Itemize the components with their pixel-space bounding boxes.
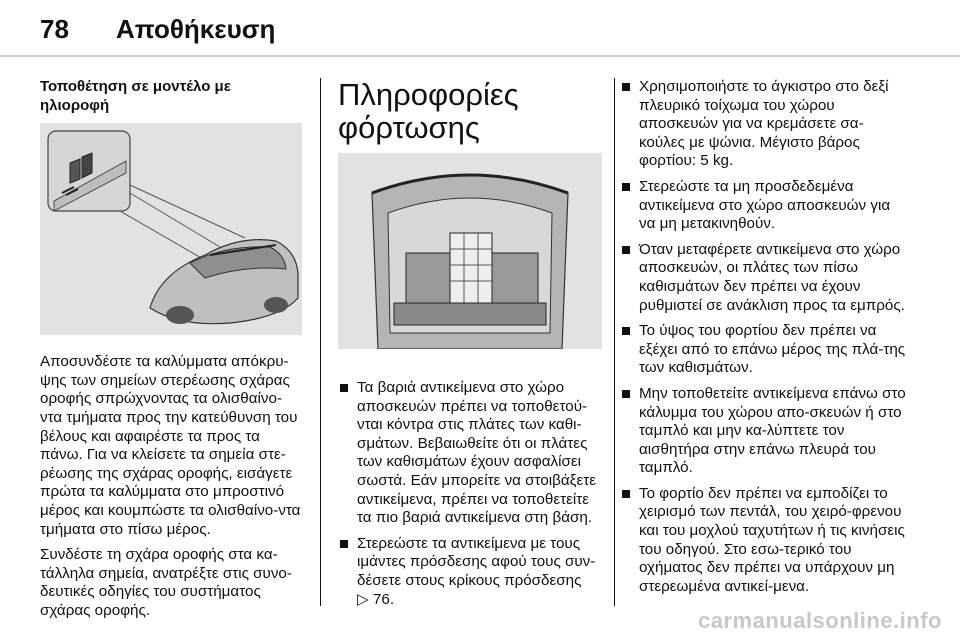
list-item: Μην τοποθετείτε αντικείμενα επάνω στο κάλυμμα του χώρου απο-σκευών ή στο ταμπλό και μην κα-λύπτετε τον αισθητήρα στην επάνω πλευρά του ταμπλό. bbox=[620, 385, 908, 478]
page-number: 78 bbox=[40, 14, 69, 44]
bullet-square-icon bbox=[340, 384, 348, 392]
bullet-square-icon bbox=[622, 490, 630, 498]
loaded-trunk-illustration bbox=[338, 153, 602, 349]
left-paragraph-1: Αποσυνδέστε τα καλύμματα απόκρυ-ψης των σημείων στερέωσης σχάρας οροφής σπρώχνοντας τα ολισθαίνο-ντα τμήματα προς την κατεύθυνση του βέλους και αφαιρέστε τα προς τα πάνω. Για να κλείσετε τα σημεία στε-ρέωσης της σχάρας οροφής, εισάγετε πρώτα τα καλύμματα στο μπροστινό μέρος και κουμπώστε τα ολισθαίνο-ντα τμήματα στο πίσω μέρος. bbox=[40, 353, 301, 538]
left-column bbox=[40, 78, 302, 628]
middle-column bbox=[338, 78, 602, 616]
page-header-title: Αποθήκευση bbox=[116, 14, 276, 44]
bullet-square-icon bbox=[622, 83, 630, 91]
bullet-square-icon bbox=[622, 390, 630, 398]
section-title-line-2: φόρτωσης bbox=[338, 110, 480, 145]
header-rule bbox=[0, 55, 960, 57]
section-title bbox=[338, 78, 602, 144]
section-subtitle: Τοποθέτηση σε μοντέλο με ηλιοροφή bbox=[40, 78, 231, 114]
list-item: Το φορτίο δεν πρέπει να εμποδίζει το χειρισμό των πεντάλ, του χειρό-φρενου και του μοχλού ταχυτήτων ή τις κινήσεις του οδηγού. Στο εσω-τερικό του οχήματος δεν πρέπει να υπάρχουν μη στερεωμένα αντικεί-μενα. bbox=[620, 485, 908, 597]
list-item: Στερεώστε τα αντικείμενα με τους ιμάντες πρόσδεσης αφού τους συν-δέσετε στους κρίκους πρόσδεσης ▷ 76. bbox=[338, 535, 602, 609]
middle-bullet-list bbox=[338, 379, 602, 609]
right-bullet-list bbox=[620, 78, 908, 596]
bullet-square-icon bbox=[340, 540, 348, 548]
car-roof-rack-illustration bbox=[40, 123, 302, 335]
left-paragraph-2: Συνδέστε τη σχάρα οροφής στα κα-τάλληλα σημεία, ανατρέξτε στις συνο-δευτικές οδηγίες του συστήματος σχάρας οροφής. bbox=[40, 546, 292, 619]
list-item: Τα βαριά αντικείμενα στο χώρο αποσκευών πρέπει να τοποθετού-νται κόντρα στις πλάτες των καθι-σμάτων. Βεβαιωθείτε ότι οι πλάτες των καθισμάτων έχουν ασφαλίσει σωστά. Εάν μπορείτε να στοιβάξετε αντικείμενα, πρέπει να τοποθετείτε τα πιο βαριά αντικείμενα στη βάση. bbox=[338, 379, 602, 528]
list-item: Χρησιμοποιήστε το άγκιστρο στο δεξί πλευρικό τοίχωμα του χώρου αποσκευών για να κρεμάσετε σα-κούλες με ψώνια. Μέγιστο βάρος φορτίου: 5 kg. bbox=[620, 78, 908, 171]
reference-arrow-icon: ▷ bbox=[357, 590, 369, 608]
column-divider-1 bbox=[320, 78, 321, 606]
list-item: Το ύψος του φορτίου δεν πρέπει να εξέχει από το επάνω μέρος της πλά-της των καθισμάτων. bbox=[620, 322, 908, 378]
right-column bbox=[620, 78, 908, 603]
section-title-line-1: Πληροφορίες bbox=[338, 77, 519, 112]
bullet-square-icon bbox=[622, 183, 630, 191]
bullet-square-icon bbox=[622, 327, 630, 335]
bullet-square-icon bbox=[622, 246, 630, 254]
column-divider-2 bbox=[614, 78, 615, 606]
list-item: Στερεώστε τα μη προσδεδεμένα αντικείμενα στο χώρο αποσκευών για να μη μετακινηθούν. bbox=[620, 178, 908, 234]
list-item: Όταν μεταφέρετε αντικείμενα στο χώρο αποσκευών, οι πλάτες των πίσω καθισμάτων δεν πρέπει να έχουν ρυθμιστεί σε ανάκλιση προς τα εμπρός. bbox=[620, 241, 908, 315]
reference-page[interactable]: 76. bbox=[372, 590, 395, 608]
watermark: carmanualsonline.info bbox=[698, 608, 942, 633]
